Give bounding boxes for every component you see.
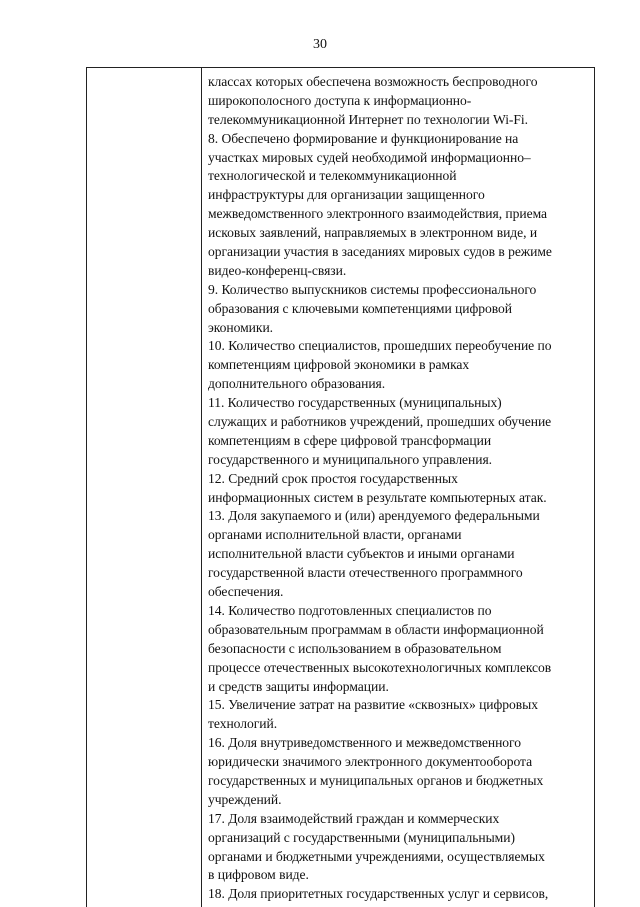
table-right-column [208, 73, 592, 904]
text-line: организации участия в заседаниях мировых судов в режиме [208, 244, 552, 260]
text-line: 10. Количество специалистов, прошедших переобучение по [208, 338, 552, 354]
text-line: технологий. [208, 716, 278, 732]
text-line: 11. Количество государственных (муниципальных) [208, 395, 502, 411]
document-table [86, 67, 595, 907]
text-line: компетенциям цифровой экономики в рамках [208, 357, 470, 373]
text-line: государственного и муниципального управления. [208, 451, 493, 467]
text-line: 12. Средний срок простоя государственных [208, 470, 458, 486]
text-line: 13. Доля закупаемого и (или) арендуемого федеральными [208, 508, 540, 524]
text-line: государственной власти отечественного программного [208, 565, 523, 581]
table-left-column [87, 68, 202, 907]
text-line: 15. Увеличение затрат на развитие «сквозных» цифровых [208, 697, 538, 713]
text-line: экономики. [208, 319, 274, 335]
text-line: организаций с государственными (муниципальными) [208, 829, 515, 845]
text-line: компетенциям в сфере цифровой трансформации [208, 432, 492, 448]
text-line: и средств защиты информации. [208, 678, 389, 694]
text-line: образовательным программам в области информационной [208, 621, 544, 637]
text-line: широкополосного доступа к информационно- [208, 92, 472, 108]
text-line: в цифровом виде. [208, 867, 309, 883]
text-line: государственных и муниципальных органов и бюджетных [208, 772, 544, 788]
text-line: дополнительного образования. [208, 376, 386, 392]
text-line: служащих и работников учреждений, прошедших обучение [208, 414, 552, 430]
text-line: исковых заявлений, направляемых в электронном виде, и [208, 225, 538, 241]
page-number: 30 [313, 37, 327, 52]
text-line: обеспечения. [208, 584, 284, 600]
text-line: процессе отечественных высокотехнологичных комплексов [208, 659, 552, 675]
text-line: инфраструктуры для организации защищенного [208, 187, 485, 203]
text-line: участках мировых судей необходимой информационно– [208, 149, 531, 165]
text-line: органами и бюджетными учреждениями, осуществляемых [208, 848, 545, 864]
text-line: телекоммуникационной Интернет по технологии Wi-Fi. [208, 111, 528, 127]
text-line: органами исполнительной власти, органами [208, 527, 462, 543]
text-line: 14. Количество подготовленных специалистов по [208, 602, 492, 618]
text-line: видео-конференц-связи. [208, 262, 347, 278]
text-line: исполнительной власти субъектов и иными органами [208, 546, 515, 562]
text-line: информационных систем в результате компьютерных атак. [208, 489, 547, 505]
text-line: 16. Доля внутриведомственного и межведомственного [208, 735, 521, 751]
text-line: межведомственного электронного взаимодействия, приема [208, 206, 548, 222]
text-line: 9. Количество выпускников системы профессионального [208, 281, 537, 297]
text-line: 8. Обеспечено формирование и функционирование на [208, 130, 519, 146]
text-line: юридически значимого электронного документооборота [208, 754, 533, 770]
text-line: учреждений. [208, 791, 282, 807]
text-line: безопасности с использованием в образовательном [208, 640, 502, 656]
text-line: 18. Доля приоритетных государственных услуг и сервисов, [208, 886, 549, 902]
text-line: образования с ключевыми компетенциями цифровой [208, 300, 512, 316]
text-line: 17. Доля взаимодействий граждан и коммерческих [208, 810, 500, 826]
text-line: классах которых обеспечена возможность беспроводного [208, 74, 538, 89]
text-line: технологической и телекоммуникационной [208, 168, 457, 184]
